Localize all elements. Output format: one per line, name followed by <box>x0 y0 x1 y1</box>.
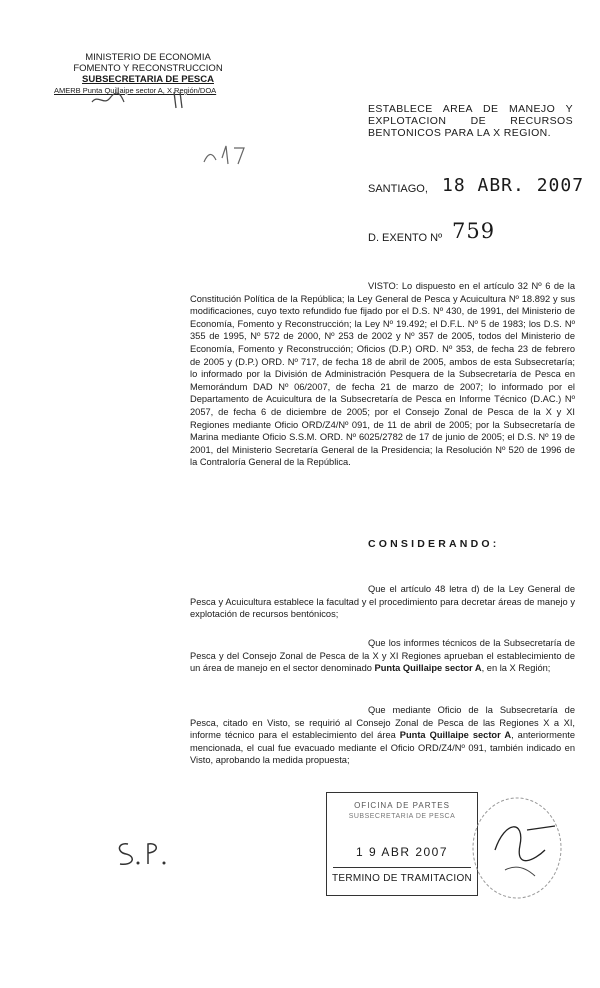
signature-seal-icon <box>465 790 575 905</box>
place-label: SANTIAGO, <box>368 183 428 195</box>
stamp-subsecretaria: SUBSECRETARIA DE PESCA <box>348 813 456 820</box>
stamp-status: TERMINO DE TRAMITACION <box>331 873 473 884</box>
considerando-paragraph: Que el artículo 48 letra d) de la Ley General de Pesca y Acuicultura establece la facultad y el procedimiento para decretar áreas de manejo y explotación de recursos bentónicos; <box>190 584 575 620</box>
decree-title: ESTABLECE AREA DE MANEJO Y EXPLOTACION DE RECURSOS BENTONICOS PARA LA X REGION. <box>368 103 573 139</box>
handwritten-initials-icon <box>112 836 172 870</box>
visto-paragraph: VISTO: Lo dispuesto en el artículo 32 Nº 6 de la Constitución Política de la República; la Ley General de Pesca y Acuicultura Nº 18.892 y sus modificaciones, cuyo texto refundido fue fijado por el D.S. Nº 430, de 1991, del Ministerio de Economía, Fomento y Reconstrucción; la Ley Nº 19.492; el D.F.L. Nº 5 de 1983; los D.S. Nº 355 de 1995, Nº 572 de 2000, Nº 253 de 2002 y Nº 357 de 2005, todos del Ministerio de Economía, Fomento y Reconstrucción; Oficios (D.P.) ORD. Nº 353, de fecha 23 de febrero de 2005 y (D.P.) ORD. Nº 717, de fecha 18 de abril de 2005, ambos de esta Subsecretaría; lo informado por la División de Administración Pesquera de la Subsecretaría de Pesca en Memorándum DAD Nº 06/2007, de fecha 21 de marzo de 2007; lo informado por el Departamento de Acuicultura de la Subsecretaría de Pesca en Informe Técnico (D.AC.) Nº 2057, de fecha 6 de diciembre de 2005; por el Consejo Zonal de Pesca de la X y XI Regiones mediante Oficio ORD/Z4/Nº 091, de 11 de abril de 2005; por la Subsecretaría de Marina mediante Oficio S.S.M. ORD. Nº 6025/2782 de 17 de junio de 2005; el D.S. Nº 19 de 2001, del Ministerio Secretaría General de la Presidencia; la Resolución Nº 520 de 1996 de la Contraloría General de la República. <box>190 281 575 468</box>
stamp-office: OFICINA DE PARTES <box>354 801 450 810</box>
ministry-name: MINISTERIO DE ECONOMIA <box>85 52 211 63</box>
file-reference: AMERB Punta Quillaipe sector A, X Región/DOA <box>54 86 217 95</box>
paragraph-text: , en la X Región; <box>481 663 551 674</box>
decree-date: 18 ABR. 2007 <box>442 175 585 196</box>
reception-stamp <box>326 792 478 896</box>
paragraph-text: , anteriormente mencionada, el cual fue evacuado mediante el Oficio ORD/Z4/Nº 091, también indicado en Visto, aprobando la medida propuesta; <box>190 730 576 766</box>
area-name: Punta Quillaipe sector A <box>374 663 482 674</box>
considerando-heading: CONSIDERANDO: <box>368 538 500 550</box>
stamp-divider <box>333 867 471 868</box>
paragraph-text: Que mediante Oficio de la Subsecretaría de Pesca, citado en Visto, se requirió al Consejo Zonal de Pesca de las Regiones X a XI, informe técnico para el establecimiento del área <box>190 705 575 741</box>
area-name: Punta Quillaipe sector A <box>399 730 512 741</box>
stamp-date: 1 9 ABR 2007 <box>355 845 449 859</box>
handwritten-scribble-icon <box>90 88 200 110</box>
considerando-paragraph <box>190 637 575 675</box>
exento-number: 759 <box>452 219 496 243</box>
subsecretaria-name: SUBSECRETARIA DE PESCA <box>82 74 214 85</box>
exento-label: D. EXENTO Nº <box>368 232 443 244</box>
handwritten-mark-icon <box>200 140 270 170</box>
paragraph-text: Que los informes técnicos de la Subsecretaría de Pesca y del Consejo Zonal de Pesca de la X y XI Regiones aprueban el establecimiento de un área de manejo en el sector denominado <box>190 638 575 674</box>
considerando-paragraph <box>190 704 575 767</box>
ministry-subtitle: FOMENTO Y RECONSTRUCCION <box>73 63 223 74</box>
